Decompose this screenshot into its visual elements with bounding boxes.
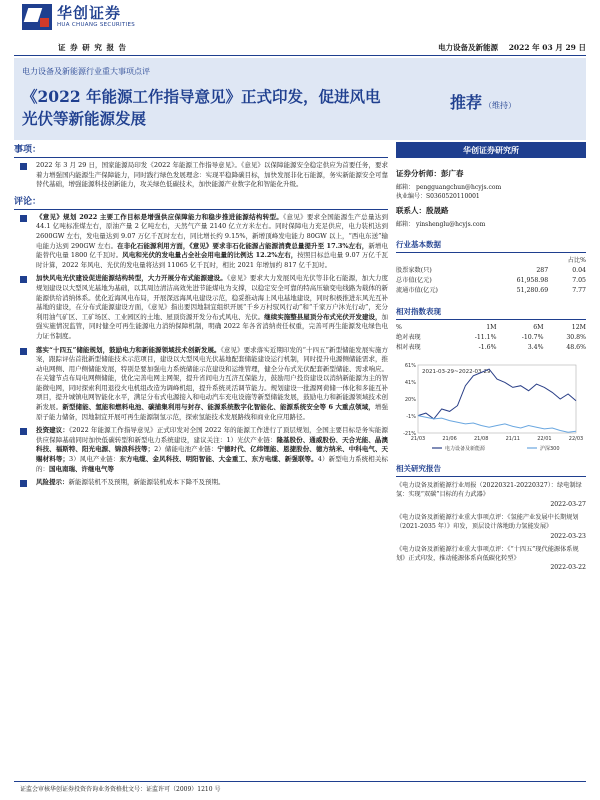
cell: -10.7% xyxy=(521,334,544,341)
cell: 287 xyxy=(536,267,549,274)
liaison-contact xyxy=(396,220,586,229)
email-key: 邮箱： xyxy=(396,221,415,228)
y-tick-label: -1% xyxy=(406,414,416,420)
series-line-0 xyxy=(418,369,576,419)
p1-highlight-3: 风电和光伏的发电量占全社会用电量的比例达 12.2%左右， xyxy=(122,251,298,260)
rating xyxy=(450,90,516,113)
related-report-date: 2022-03-22 xyxy=(550,564,586,572)
p4-highlight: 投资建议： xyxy=(36,426,69,435)
rating-value: 推荐 xyxy=(450,93,483,112)
cell: 总市值(亿元) xyxy=(396,277,432,284)
x-tick-label: 21/08 xyxy=(473,436,489,442)
p3-highlight: 落实“十四五”储能规划，鼓励电力和新能源领域技术创新发展。 xyxy=(36,345,221,354)
table-row xyxy=(396,333,586,343)
y-tick-label: 41% xyxy=(404,380,416,386)
table-row xyxy=(396,286,586,296)
event-heading: 事项： xyxy=(14,142,388,158)
performance-table xyxy=(396,323,586,353)
performance-chart-svg xyxy=(396,355,586,453)
table-row xyxy=(396,266,586,276)
x-tick-label: 21/06 xyxy=(442,436,457,442)
logo-name: 华创证券 xyxy=(57,3,122,22)
y-tick-label: 20% xyxy=(404,397,416,403)
chart-title: 2021-03-29~2022-03-29 xyxy=(422,369,491,375)
cell: 30.8% xyxy=(566,334,586,341)
p3-text-b: 增强原子能力储备，因地制宜开展可再生能源制氢示范，探索氢能技术发展路线和商业化应用路径。 xyxy=(36,403,388,421)
p4-highlight-3: 宁德时代、亿纬锂能、恩捷股份、德方纳米、中科电气、天赐材料等； xyxy=(36,445,389,464)
p4-highlight-5: 国电南瑞、许继电气等 xyxy=(49,464,114,473)
y-tick-label: 61% xyxy=(404,363,416,369)
analyst-cert: S0360520110001 xyxy=(426,193,480,200)
bullet-icon xyxy=(20,276,27,283)
logo-mark-icon xyxy=(22,4,52,30)
bullet-icon xyxy=(20,480,27,487)
related-report[interactable]: 《电力设备及新能源行业重大事项点评：《“十四五”现代能源体系规划》正式印发，推动能源体系向低碳化转型》 xyxy=(396,545,579,563)
rating-status: （维持） xyxy=(484,101,517,110)
report-type: 证 券 研 究 报 告 xyxy=(58,43,128,52)
table-row xyxy=(396,256,586,266)
header-divider xyxy=(14,55,586,56)
p4-highlight-2: 隆基股份、通威股份、天合光能、晶澳科技、福斯特、阳光电源、锦浪科技等； xyxy=(36,435,388,454)
header-meta xyxy=(430,42,586,53)
event-paragraph xyxy=(14,161,388,190)
x-tick-label: 22/01 xyxy=(537,436,552,442)
footer-divider xyxy=(14,781,586,782)
related-report-date: 2022-03-27 xyxy=(550,500,586,508)
bullet-icon xyxy=(20,215,27,222)
analyst-contact xyxy=(396,183,586,201)
related-report[interactable]: 《电力设备及新能源行业周报（20220321-20220327）：绿电制绿氢：实现“双碳”目标的有力武器》 xyxy=(396,482,582,499)
p4-text-a: 《2022 年能源工作指导意见》正式印发对全国 2022 年的能源工作进行了顶层规划，全国主要目标是务实能源供应保障基础同时加快低碳转型和新型电力系统建设，建议关注：1）光伏产业链： xyxy=(36,426,388,444)
header-industry: 电力设备及新能源 xyxy=(438,43,499,52)
cell: 7.05 xyxy=(572,277,586,284)
cell: 相对表现 xyxy=(396,344,421,351)
report-title: 《2022 年能源工作指导意见》正式印发，促进风电光伏等新能源发展 xyxy=(22,87,381,128)
p4-highlight-4: 东方电缆、金风科技、明阳智能、大金重工、东方电缆、新强联等。 xyxy=(119,455,318,464)
cell: 绝对表现 xyxy=(396,334,421,341)
p2-text-b: 加强实施情况监管，同时健全可再生能源电力消纳保障机制，明确 2022 年各省消纳责任权重，完善可再生能源发电绿色电力证书制度。 xyxy=(36,312,389,340)
p1-text-b: 新增电能替代电量 1800 亿千瓦时。 xyxy=(36,241,388,260)
risk-text: 新能源装机不及预期，新能源装机成本下降不及预期。 xyxy=(68,478,225,487)
comment-heading: 评论： xyxy=(14,194,388,210)
cell: 61,958.98 xyxy=(516,277,549,284)
x-tick-label: 21/03 xyxy=(410,436,426,442)
cell: 流通市值(亿元) xyxy=(396,287,438,294)
related-report-date: 2022-03-23 xyxy=(550,532,586,540)
x-tick-label: 22/03 xyxy=(568,436,584,442)
x-tick-label: 21/11 xyxy=(505,436,521,442)
p1-text-c: 按照目标总电量 9.07 万亿千瓦时计算，2022 年风电、光伏的发电量将达到 11065 亿千瓦时，相比 2021 年增加约 817 亿千瓦时。 xyxy=(36,251,388,269)
p1-text-a: 《意见》要求全国能源生产总量达到 44.1 亿吨标准煤左右，原油产量 2 亿吨左右，天然气产量 2140 亿立方米左右。同时保障电力充足供应，电力装机达到 2600GW 左右，发电量达到 9.07 万亿千瓦时左右，同比增长约 9.15%，新增顶峰发电能力 80GW 以上，“西电东送”输电能力达到 290GW 左右。 xyxy=(36,212,389,250)
table-row xyxy=(396,343,586,353)
p2-text-a: 《意见》要求大力发展风电光伏等非化石能源，加大力度规划建设以大型风光基地为基础，以其周边清洁高效先进节能煤电为支撑，以稳定安全可靠的特高压输变电线路为载体的新能源供给消纳体系。优化近海风电布局，开展深远海风电建设示范，稳妥推动海上风电基地建设，同时积极推进东风光互补基地的建设，在分布式能源建设方面，《意见》指出要因地制宜组织开展“千乡万村驭风行动”和“千家万户沐光行动”，充分利用油气矿区、工矿场区、工业园区的土地、屋顶资源开发分布式风电、光伏。 xyxy=(36,274,389,321)
table-row xyxy=(396,276,586,286)
y-tick-label: -21% xyxy=(403,431,416,437)
cell: -11.1% xyxy=(474,334,497,341)
logo-english: HUA CHUANG SECURITIES xyxy=(57,21,136,28)
performance-heading: 相对指数表现 xyxy=(396,306,586,320)
comment-paragraph-2 xyxy=(14,274,388,341)
related-report[interactable]: 《电力设备及新能源行业重大事项点评：《氢能产业发展中长期规划（2021-2035 年）》印发，顶层设计落地助力氢能发展》 xyxy=(396,513,579,531)
p4-text-b: 2）储能电池产业链： xyxy=(154,445,218,454)
related-heading: 相关研究报告 xyxy=(396,463,586,477)
p3-highlight-2: 新型储能、氢能和燃料电池、碳捕集利用与封存、能源系统数字化智能化、能源系统安全等 6 大重点领域， xyxy=(62,403,375,412)
basic-data-heading: 行业基本数据 xyxy=(396,239,586,253)
risk-warning xyxy=(14,478,388,488)
header-date: 2022 年 03 月 29 日 xyxy=(508,43,586,52)
bullet-icon xyxy=(20,348,27,355)
p4-text-c: 3）风电产业链： xyxy=(68,455,120,464)
chart-plot-frame xyxy=(418,365,576,433)
institute-bar: 华创证券研究所 xyxy=(396,142,586,158)
p4-text-d: 4）新型电力系统相关标的： xyxy=(36,455,389,473)
cell: % xyxy=(396,324,402,331)
p3-text-a: 《意见》要求落实近期印发的“十四五”新型储能发展实施方案，跟踪评估首批新型储能技术示范项目，建设以大型风电光伏基地配套储能建设运行机制，同时提升电源侧储能需求，推动电网侧、用户侧储能发展，特别是要加强电力系统储能示范建设和运维管理，健全分布式光伏配套新型储能、需求响应。在关键节点布局电网侧储能，优化完善电网主网架，提升省间电力互济互保能力，鼓励用户投资建设以消纳新能源为主的智能微电网，同时探索利用退役火电机组改造为调峰机组，提升系统灵活调节能力。规划建设一批源网荷储一体化和多能互补项目，提升城镇电网智能化水平，满足分布式电源接入和电动汽车充电设施等新型储能发展，鼓励电力和新能源领域技术创新发展。 xyxy=(36,345,388,412)
comment-paragraph-3 xyxy=(14,346,388,423)
p2-highlight-2: 继续实施整县屋顶分布式光伏开发建设， xyxy=(264,312,382,321)
legend-label: 电力设备及新能源 xyxy=(445,446,486,452)
p1-highlight: 《意见》规划 2022 主要工作目标是增强供应保障能力和稳步推进能源结构转型。 xyxy=(36,212,284,221)
sidebar xyxy=(396,142,586,572)
footer-text: 证监会审核华创证券投资咨询业务资格批文号：证监许可（2009）1210 号 xyxy=(20,786,221,793)
investment-advice xyxy=(14,426,388,474)
series-line-1 xyxy=(418,416,576,433)
liaison-name: 联系人：殷晟路 xyxy=(396,206,449,215)
bullet-icon xyxy=(20,428,27,435)
cell: 0.04 xyxy=(572,267,586,274)
cell: -1.6% xyxy=(478,344,497,351)
cell: 48.6% xyxy=(566,344,586,351)
cell: 6M xyxy=(533,324,544,331)
cell: 12M xyxy=(571,324,586,331)
performance-chart xyxy=(396,355,586,453)
comment-paragraph-1 xyxy=(14,213,388,271)
company-logo xyxy=(22,4,135,30)
basic-col-header: 占比% xyxy=(567,257,586,264)
legend-label: 沪深300 xyxy=(540,446,560,452)
cell: 3.4% xyxy=(527,344,544,351)
risk-label: 风险提示： xyxy=(36,478,69,487)
cell: 股票家数(只) xyxy=(396,267,432,274)
bullet-icon xyxy=(20,163,27,170)
liaison-email[interactable]: yinshenglu@hcyjs.com xyxy=(416,221,486,228)
main-content xyxy=(14,142,388,492)
analyst-email[interactable]: pengguangchun@hcyjs.com xyxy=(416,184,502,191)
report-subtitle: 电力设备及新能源行业重大事项点评 xyxy=(22,67,150,76)
table-row xyxy=(396,323,586,333)
email-key: 邮箱： xyxy=(396,184,415,191)
p2-highlight: 加快风电光伏建设促进能源结构转型，大力开展分布式能源建设。 xyxy=(36,274,227,283)
basic-data-table xyxy=(396,256,586,296)
event-text: 2022 年 3 月 29 日，国家能源局印发《2022 年能源工作指导意见》。《意见》以保障能源安全稳定供应为首要任务，要求着力增强国内能源生产保障能力，同时践行绿色发展理念：实现平稳降碳目标，加快发展非化石能源，务实新能源安全可靠替代基础，增强能源科技创新能力，攻关绿色低碳技术，加快能源产业数字化和智能化升级。 xyxy=(36,161,388,189)
analyst-name: 证券分析师：彭广春 xyxy=(396,169,464,178)
cert-key: 执业编号： xyxy=(396,193,427,200)
p1-highlight-2: 在非化石能源利用方面，《意见》要求非石化能源占能源消费总量提升至 17.3%左右， xyxy=(117,241,369,250)
cell: 7.77 xyxy=(572,287,586,294)
cell: 1M xyxy=(486,324,497,331)
cell: 51,280.69 xyxy=(516,287,549,294)
